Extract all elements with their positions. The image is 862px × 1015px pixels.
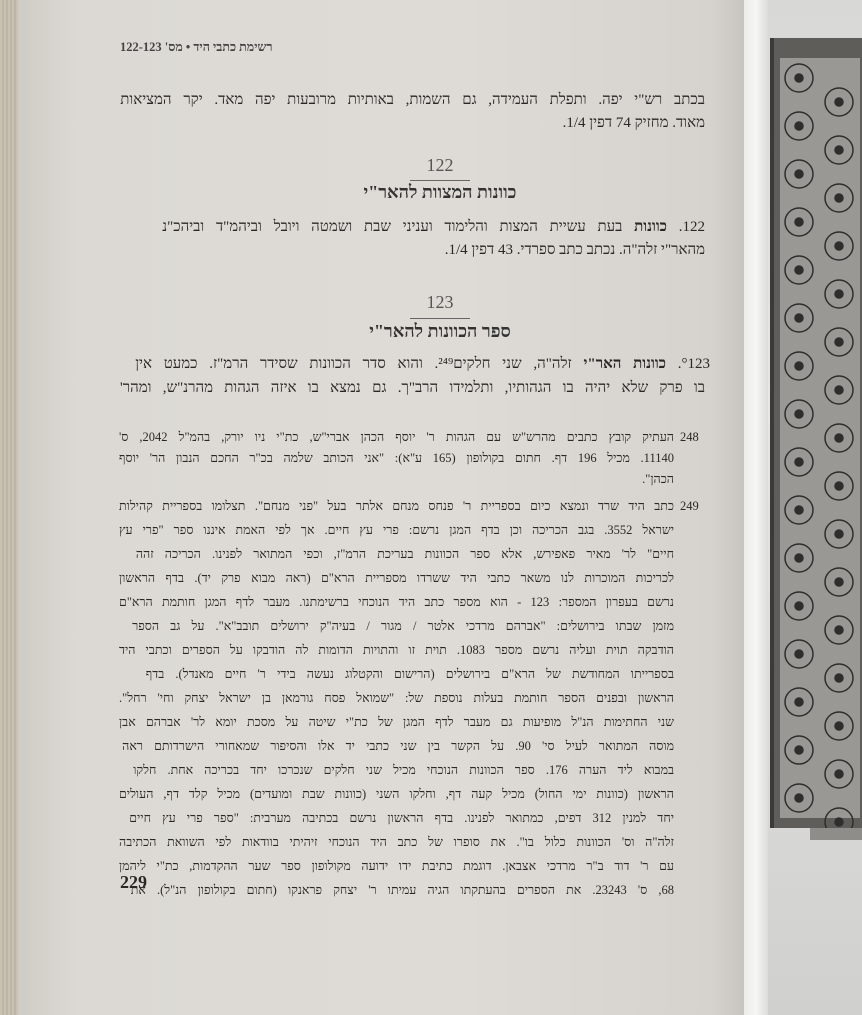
- section-rule: [410, 318, 470, 319]
- entry-line: מהאר"י זלה"ה. נכתב כתב ספרדי. 43 דפין 1/4.: [444, 242, 705, 258]
- floral-pattern-icon: [774, 38, 862, 828]
- footnote-line: 11140. מכיל 196 דף. חתום בקולופון (165 ע"א): "אני הכותב שלמה בכ"ר החכם הנבון הר' יוסף: [119, 451, 674, 465]
- footnote-number: 248: [680, 430, 699, 444]
- decorated-book-cover: [770, 38, 862, 828]
- footnote-line: נרשם בעפרון המספר: 123 - הוא מספר כתב היד הנוכחי ברשימתנו. מעבר לדף המגן חותמת הרא"ם: [119, 595, 674, 609]
- footnote-line: מזמן שבתו בירושלים: "אברהם מרדכי אלטר / מגור / בעיה"ק ירושלים תובב"א". על גב הספר: [132, 619, 674, 633]
- footnote-line: הכהן".: [642, 472, 674, 486]
- footnote-line: זלה"ה וס' הכוונות כלול בו". את סופרו של כתב היד הנוכחי זיהיתי בוודאות לפי השוואת הכתיבה: [119, 835, 674, 849]
- footnote-line: בספרייתו המחודשת של הרא"ם בירושלים (הרישום והקטלוג נעשה בידי ר' חיים מאנדל). בדף: [145, 667, 674, 681]
- footnote-line: הראשון (כוונות ימי החול) מכיל קעה דף, וחלקו השני (כוונות שבת ומועדים) מכיל קלד דף, העולים: [119, 787, 674, 801]
- footnote-line: שני החתימות הנ"ל מופיעות גם מעבר לדף המגן של כת"י שיטה על מסכת יומא לר' אברהם אבן: [119, 715, 674, 729]
- footnote-line: 68, ס' 23243. את הספרים בהעתקתו הגיה עמיתו ר' יצחק פראנקו (חתום בקולופון הנ"ל). את: [130, 883, 674, 897]
- footnote-line: הראשון ובפנים הספר חותמת בעלות נוספת של: "שמואל פסח גורמאן בן ישראל יצחק וחי' רחל".: [119, 691, 674, 705]
- cover-shadow: [810, 828, 862, 840]
- page-number: 229: [120, 872, 147, 892]
- section-rule: [410, 180, 470, 181]
- page-edges: [744, 0, 768, 1015]
- footnote-line: הודבקה תוית ועליה נרשם מספר 1083. תוית זו והתויות הדומות לה הודבקו על הספרים וכתבי היד: [119, 643, 674, 657]
- footnote-line: העתיק קובץ כתבים מהרש"ש עם הגהות ר' יוסף הכהן אברי"ש, כת"י ניו יורק, בהמ"ל 2042, ס': [119, 430, 674, 444]
- section-title: כוונות המצוות להאר"י: [363, 182, 517, 202]
- entry-heading: כוונות: [634, 219, 667, 235]
- footnote-line: יחד למנין 312 דפים, כמתואר לפנינו. בדף הראשון נרשם בכתיבה מערבית: "ספר פרי עץ חיים: [129, 811, 674, 825]
- section-number: 122: [426, 155, 454, 175]
- intro-line: בכתב רש"י יפה. ותפלת העמידה, גם השמות, באותיות מרובעות יפה מאד. יקר המציאות: [120, 92, 705, 108]
- entry-heading: כוונות האר"י: [583, 356, 666, 372]
- footnote-line: עם ר' דוד ב"ר מרדכי אצבאן. דוגמת כתיבת ידו ידועה מקולופון ספר שער ההקדמות, כת"י ליהמן: [119, 859, 674, 873]
- entry-line: בו פרק שלא יהיה בו הגהותיו, ותלמידו הרב"ך. גם נמצא בו איזה הגהות מהרנ"ש, ומהר': [120, 380, 705, 396]
- footnote-line: ישראל 3552. בגב הכריכה וכן בדף המגן נרשם: פרי עץ חיים. אך לפי האמת איננו ספר "פרי עץ: [119, 523, 674, 537]
- footnote-line: חיים" לר' מאיר פאפירש, אלא ספר הכוונות בעריכת הרמ"ז, וכפי המתואר לפנינו. הכריכה זהה: [135, 547, 674, 561]
- intro-line: מאוד. מחזיק 74 דפין 1/4.: [562, 115, 705, 131]
- section-title: ספר הכוונות להאר"י: [369, 321, 511, 341]
- footnote-line: לכריכות המוכרות לנו משאר כתבי היד ששרדו מספריית הרא"ם (ראה מבוא פרק יד). בדף הראשון: [119, 571, 674, 585]
- footnote-line: במבוא ליד הערה 176. ספר הכוונות הנוכחי מכיל שני חלקים שנכרכו יחד בכריכה אחת. חלקו: [133, 763, 674, 777]
- footnote-line: כתב היד שרד ונמצא כיום בספריית ר' פנחס מנחם אלתר בעל "פני מנחם". תצלומו בספריית קהילות: [119, 499, 674, 513]
- entry-line: 122. כוונות בעת עשיית המצות והלימוד ועניני שבת ושמטה ויובל וביהמ"ד וביהכ"נ: [162, 219, 705, 235]
- section-number: 123: [426, 292, 454, 312]
- running-header: רשימת כתבי היד • מס' 122-123: [120, 40, 273, 54]
- footnote-number: 249: [680, 499, 699, 513]
- entry-line: °123. כוונות האר"י זלה"ה, שני חלקים²⁴⁹. והוא סדר הכוונות שסידר הרמ"ז. כמעט אין: [135, 356, 710, 372]
- footnote-line: מוסה המתואר לעיל סי' 90. על הקשר בין שני כתבי יד אלו והסיפור שמאחורי הישרדותם ראה: [122, 739, 674, 753]
